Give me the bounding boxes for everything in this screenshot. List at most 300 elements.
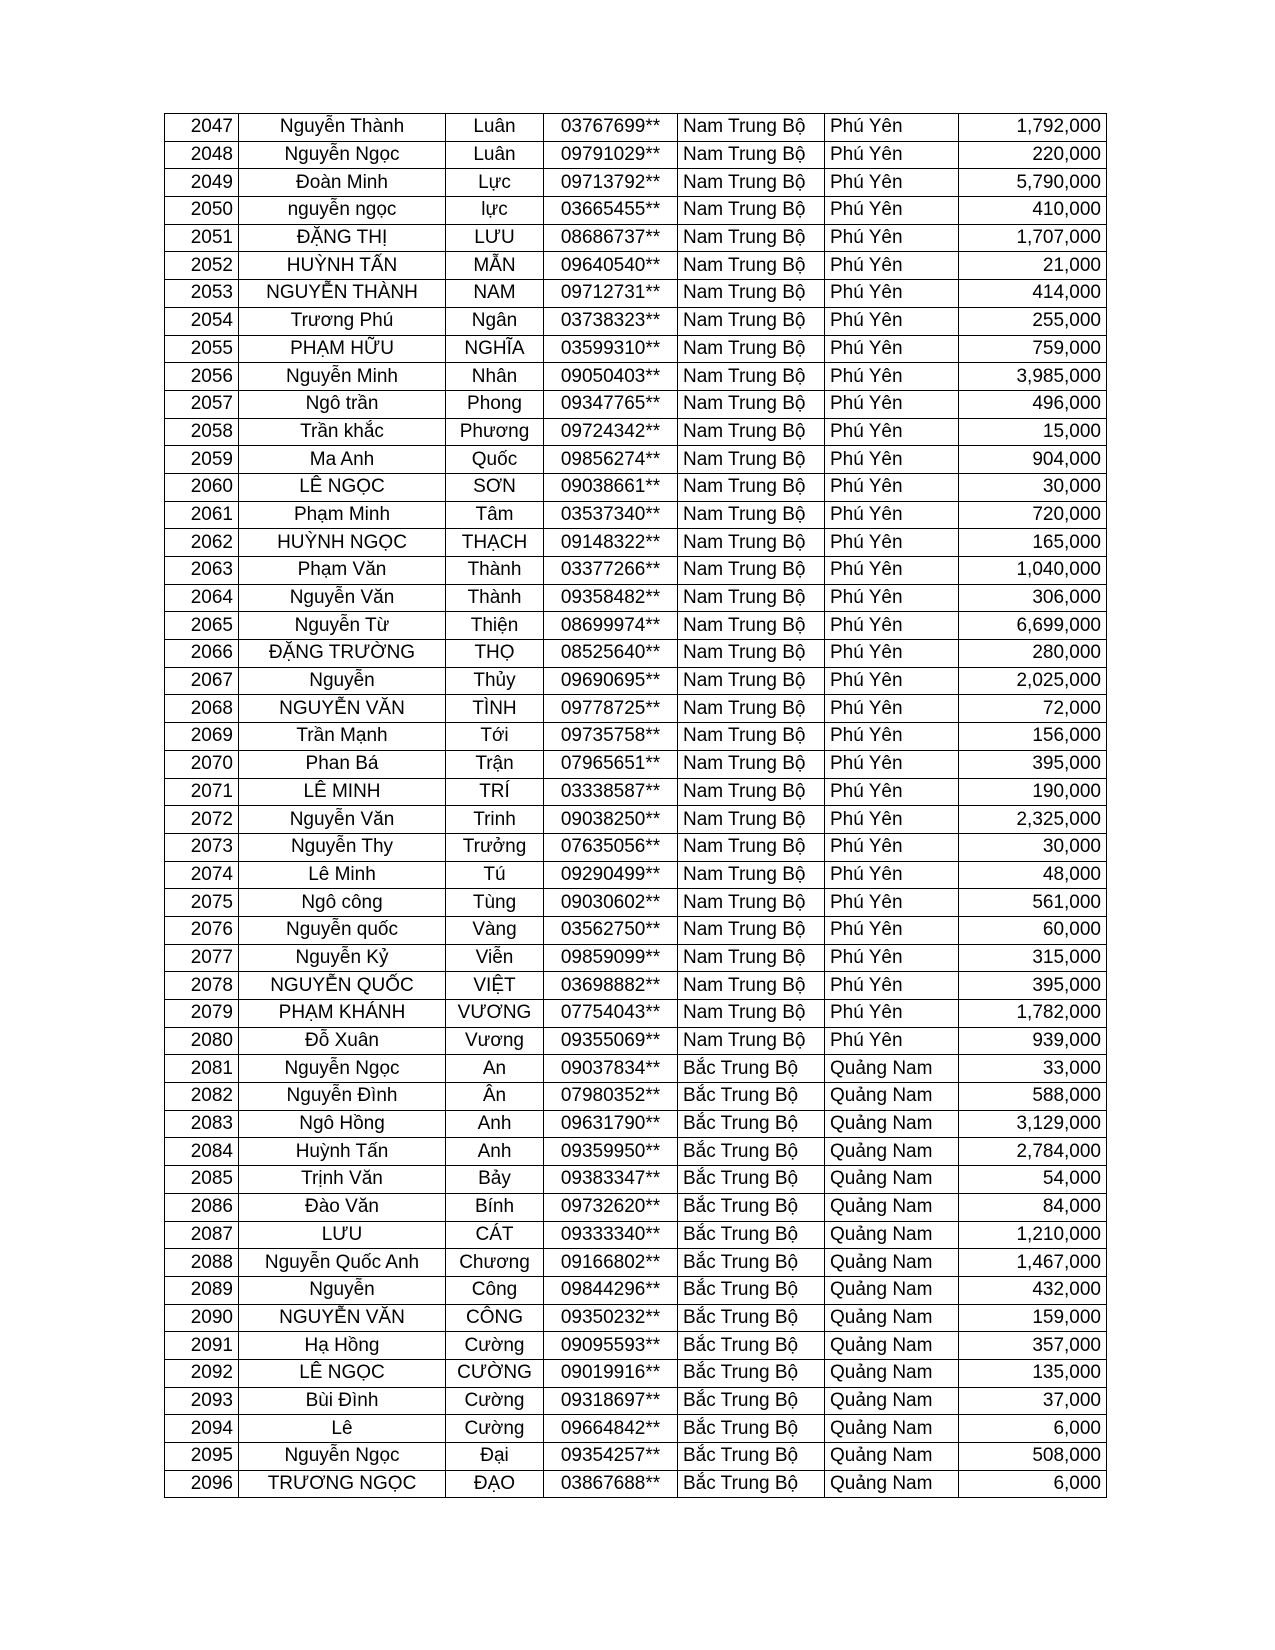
province-cell: Phú Yên xyxy=(825,557,959,585)
given-name-cell: An xyxy=(446,1055,544,1083)
province-cell: Quảng Nam xyxy=(825,1055,959,1083)
given-name-cell: Chương xyxy=(446,1249,544,1277)
province-cell: Phú Yên xyxy=(825,723,959,751)
given-name-cell: Phong xyxy=(446,390,544,418)
surname-cell: HUỲNH TẤN xyxy=(239,252,446,280)
surname-cell: Nguyễn Thành xyxy=(239,114,446,142)
surname-cell: Nguyễn Đình xyxy=(239,1083,446,1111)
amount-cell: 159,000 xyxy=(959,1304,1107,1332)
table-row xyxy=(165,1332,1107,1360)
given-name-cell: MẪN xyxy=(446,252,544,280)
table-row xyxy=(165,833,1107,861)
surname-cell: NGUYỄN VĂN xyxy=(239,695,446,723)
phone-cell: 09038661** xyxy=(544,473,678,501)
row-number: 2069 xyxy=(165,723,239,751)
region-cell: Nam Trung Bộ xyxy=(678,723,825,751)
row-number: 2065 xyxy=(165,612,239,640)
given-name-cell: Đại xyxy=(446,1443,544,1471)
amount-cell: 156,000 xyxy=(959,723,1107,751)
row-number: 2056 xyxy=(165,363,239,391)
row-number: 2067 xyxy=(165,667,239,695)
given-name-cell: NAM xyxy=(446,280,544,308)
amount-cell: 759,000 xyxy=(959,335,1107,363)
amount-cell: 1,467,000 xyxy=(959,1249,1107,1277)
province-cell: Quảng Nam xyxy=(825,1470,959,1498)
table-row xyxy=(165,972,1107,1000)
table-row xyxy=(165,335,1107,363)
province-cell: Phú Yên xyxy=(825,363,959,391)
region-cell: Bắc Trung Bộ xyxy=(678,1415,825,1443)
province-cell: Phú Yên xyxy=(825,1027,959,1055)
given-name-cell: Ân xyxy=(446,1083,544,1111)
amount-cell: 508,000 xyxy=(959,1443,1107,1471)
given-name-cell: ĐẠO xyxy=(446,1470,544,1498)
phone-cell: 09037834** xyxy=(544,1055,678,1083)
amount-cell: 1,707,000 xyxy=(959,224,1107,252)
region-cell: Nam Trung Bộ xyxy=(678,529,825,557)
table-row xyxy=(165,252,1107,280)
row-number: 2090 xyxy=(165,1304,239,1332)
table-row xyxy=(165,695,1107,723)
table-row xyxy=(165,640,1107,668)
region-cell: Nam Trung Bộ xyxy=(678,889,825,917)
row-number: 2085 xyxy=(165,1166,239,1194)
given-name-cell: Thiện xyxy=(446,612,544,640)
amount-cell: 410,000 xyxy=(959,197,1107,225)
province-cell: Quảng Nam xyxy=(825,1193,959,1221)
phone-cell: 09095593** xyxy=(544,1332,678,1360)
region-cell: Nam Trung Bộ xyxy=(678,944,825,972)
row-number: 2083 xyxy=(165,1110,239,1138)
province-cell: Phú Yên xyxy=(825,280,959,308)
row-number: 2070 xyxy=(165,750,239,778)
given-name-cell: Nhân xyxy=(446,363,544,391)
surname-cell: NGUYỄN THÀNH xyxy=(239,280,446,308)
given-name-cell: Tới xyxy=(446,723,544,751)
table-row xyxy=(165,944,1107,972)
amount-cell: 135,000 xyxy=(959,1359,1107,1387)
table-row xyxy=(165,446,1107,474)
table-row xyxy=(165,1470,1107,1498)
row-number: 2066 xyxy=(165,640,239,668)
region-cell: Nam Trung Bộ xyxy=(678,584,825,612)
phone-cell: 09859099** xyxy=(544,944,678,972)
amount-cell: 561,000 xyxy=(959,889,1107,917)
table-row xyxy=(165,114,1107,142)
province-cell: Phú Yên xyxy=(825,335,959,363)
surname-cell: Lê Minh xyxy=(239,861,446,889)
table-row xyxy=(165,1110,1107,1138)
phone-cell: 09778725** xyxy=(544,695,678,723)
surname-cell: Lê xyxy=(239,1415,446,1443)
phone-cell: 09050403** xyxy=(544,363,678,391)
province-cell: Quảng Nam xyxy=(825,1332,959,1360)
province-cell: Phú Yên xyxy=(825,307,959,335)
phone-cell: 03867688** xyxy=(544,1470,678,1498)
table-row xyxy=(165,141,1107,169)
row-number: 2071 xyxy=(165,778,239,806)
region-cell: Nam Trung Bộ xyxy=(678,667,825,695)
surname-cell: Nguyễn Văn xyxy=(239,584,446,612)
table-row xyxy=(165,1027,1107,1055)
amount-cell: 30,000 xyxy=(959,833,1107,861)
province-cell: Phú Yên xyxy=(825,778,959,806)
region-cell: Nam Trung Bộ xyxy=(678,640,825,668)
amount-cell: 588,000 xyxy=(959,1083,1107,1111)
amount-cell: 496,000 xyxy=(959,390,1107,418)
surname-cell: Nguyễn Ngọc xyxy=(239,1055,446,1083)
row-number: 2061 xyxy=(165,501,239,529)
region-cell: Bắc Trung Bộ xyxy=(678,1138,825,1166)
row-number: 2054 xyxy=(165,307,239,335)
phone-cell: 03599310** xyxy=(544,335,678,363)
row-number: 2052 xyxy=(165,252,239,280)
province-cell: Quảng Nam xyxy=(825,1359,959,1387)
region-cell: Bắc Trung Bộ xyxy=(678,1359,825,1387)
surname-cell: Trương Phú xyxy=(239,307,446,335)
phone-cell: 09038250** xyxy=(544,806,678,834)
amount-cell: 72,000 xyxy=(959,695,1107,723)
province-cell: Phú Yên xyxy=(825,1000,959,1028)
amount-cell: 904,000 xyxy=(959,446,1107,474)
given-name-cell: Lực xyxy=(446,169,544,197)
row-number: 2078 xyxy=(165,972,239,1000)
given-name-cell: CÁT xyxy=(446,1221,544,1249)
phone-cell: 09735758** xyxy=(544,723,678,751)
province-cell: Phú Yên xyxy=(825,529,959,557)
amount-cell: 6,699,000 xyxy=(959,612,1107,640)
phone-cell: 03767699** xyxy=(544,114,678,142)
amount-cell: 3,985,000 xyxy=(959,363,1107,391)
province-cell: Phú Yên xyxy=(825,501,959,529)
surname-cell: Trịnh Văn xyxy=(239,1166,446,1194)
phone-cell: 09347765** xyxy=(544,390,678,418)
amount-cell: 15,000 xyxy=(959,418,1107,446)
given-name-cell: CÔNG xyxy=(446,1304,544,1332)
phone-cell: 09844296** xyxy=(544,1276,678,1304)
region-cell: Nam Trung Bộ xyxy=(678,363,825,391)
amount-cell: 165,000 xyxy=(959,529,1107,557)
region-cell: Bắc Trung Bộ xyxy=(678,1470,825,1498)
given-name-cell: Trinh xyxy=(446,806,544,834)
phone-cell: 03562750** xyxy=(544,916,678,944)
amount-cell: 190,000 xyxy=(959,778,1107,806)
given-name-cell: Vương xyxy=(446,1027,544,1055)
province-cell: Phú Yên xyxy=(825,418,959,446)
province-cell: Quảng Nam xyxy=(825,1249,959,1277)
surname-cell: Ngô Hồng xyxy=(239,1110,446,1138)
row-number: 2081 xyxy=(165,1055,239,1083)
province-cell: Quảng Nam xyxy=(825,1415,959,1443)
given-name-cell: Công xyxy=(446,1276,544,1304)
phone-cell: 09148322** xyxy=(544,529,678,557)
phone-cell: 07980352** xyxy=(544,1083,678,1111)
surname-cell: nguyễn ngọc xyxy=(239,197,446,225)
row-number: 2059 xyxy=(165,446,239,474)
row-number: 2082 xyxy=(165,1083,239,1111)
row-number: 2096 xyxy=(165,1470,239,1498)
table-row xyxy=(165,501,1107,529)
province-cell: Quảng Nam xyxy=(825,1304,959,1332)
province-cell: Phú Yên xyxy=(825,141,959,169)
province-cell: Phú Yên xyxy=(825,861,959,889)
given-name-cell: Luân xyxy=(446,114,544,142)
surname-cell: Nguyễn quốc xyxy=(239,916,446,944)
given-name-cell: Bính xyxy=(446,1193,544,1221)
surname-cell: ĐẶNG THỊ xyxy=(239,224,446,252)
given-name-cell: Thành xyxy=(446,584,544,612)
region-cell: Nam Trung Bộ xyxy=(678,750,825,778)
region-cell: Nam Trung Bộ xyxy=(678,141,825,169)
phone-cell: 08525640** xyxy=(544,640,678,668)
phone-cell: 09359950** xyxy=(544,1138,678,1166)
province-cell: Phú Yên xyxy=(825,889,959,917)
amount-cell: 280,000 xyxy=(959,640,1107,668)
table-row xyxy=(165,1443,1107,1471)
phone-cell: 07754043** xyxy=(544,1000,678,1028)
province-cell: Quảng Nam xyxy=(825,1166,959,1194)
given-name-cell: LƯU xyxy=(446,224,544,252)
given-name-cell: Phương xyxy=(446,418,544,446)
province-cell: Phú Yên xyxy=(825,750,959,778)
given-name-cell: Bảy xyxy=(446,1166,544,1194)
phone-cell: 03338587** xyxy=(544,778,678,806)
phone-cell: 09713792** xyxy=(544,169,678,197)
amount-cell: 3,129,000 xyxy=(959,1110,1107,1138)
table-row xyxy=(165,1304,1107,1332)
surname-cell: TRƯƠNG NGỌC xyxy=(239,1470,446,1498)
row-number: 2050 xyxy=(165,197,239,225)
amount-cell: 30,000 xyxy=(959,473,1107,501)
given-name-cell: lực xyxy=(446,197,544,225)
row-number: 2062 xyxy=(165,529,239,557)
given-name-cell: Anh xyxy=(446,1138,544,1166)
row-number: 2055 xyxy=(165,335,239,363)
table-row xyxy=(165,224,1107,252)
amount-cell: 2,025,000 xyxy=(959,667,1107,695)
row-number: 2092 xyxy=(165,1359,239,1387)
row-number: 2058 xyxy=(165,418,239,446)
phone-cell: 03665455** xyxy=(544,197,678,225)
amount-cell: 1,040,000 xyxy=(959,557,1107,585)
phone-cell: 09166802** xyxy=(544,1249,678,1277)
region-cell: Bắc Trung Bộ xyxy=(678,1304,825,1332)
region-cell: Nam Trung Bộ xyxy=(678,418,825,446)
given-name-cell: VƯƠNG xyxy=(446,1000,544,1028)
row-number: 2076 xyxy=(165,916,239,944)
amount-cell: 84,000 xyxy=(959,1193,1107,1221)
region-cell: Nam Trung Bộ xyxy=(678,252,825,280)
table-row xyxy=(165,1166,1107,1194)
region-cell: Nam Trung Bộ xyxy=(678,695,825,723)
row-number: 2094 xyxy=(165,1415,239,1443)
amount-cell: 1,210,000 xyxy=(959,1221,1107,1249)
region-cell: Nam Trung Bộ xyxy=(678,557,825,585)
surname-cell: LÊ NGỌC xyxy=(239,473,446,501)
phone-cell: 09383347** xyxy=(544,1166,678,1194)
phone-cell: 09350232** xyxy=(544,1304,678,1332)
row-number: 2079 xyxy=(165,1000,239,1028)
province-cell: Phú Yên xyxy=(825,612,959,640)
surname-cell: Đào Văn xyxy=(239,1193,446,1221)
surname-cell: Nguyễn Minh xyxy=(239,363,446,391)
surname-cell: Nguyễn Ngọc xyxy=(239,141,446,169)
table-body xyxy=(165,114,1107,1498)
amount-cell: 60,000 xyxy=(959,916,1107,944)
surname-cell: Ngô trần xyxy=(239,390,446,418)
given-name-cell: VIỆT xyxy=(446,972,544,1000)
province-cell: Quảng Nam xyxy=(825,1138,959,1166)
region-cell: Nam Trung Bộ xyxy=(678,1027,825,1055)
table-row xyxy=(165,889,1107,917)
given-name-cell: Viễn xyxy=(446,944,544,972)
table-row xyxy=(165,723,1107,751)
table-row xyxy=(165,557,1107,585)
table-row xyxy=(165,1415,1107,1443)
amount-cell: 6,000 xyxy=(959,1470,1107,1498)
row-number: 2057 xyxy=(165,390,239,418)
phone-cell: 09333340** xyxy=(544,1221,678,1249)
given-name-cell: Thành xyxy=(446,557,544,585)
amount-cell: 48,000 xyxy=(959,861,1107,889)
province-cell: Quảng Nam xyxy=(825,1083,959,1111)
data-table xyxy=(164,113,1107,1498)
table-row xyxy=(165,1249,1107,1277)
region-cell: Nam Trung Bộ xyxy=(678,501,825,529)
region-cell: Bắc Trung Bộ xyxy=(678,1249,825,1277)
phone-cell: 09690695** xyxy=(544,667,678,695)
row-number: 2075 xyxy=(165,889,239,917)
region-cell: Bắc Trung Bộ xyxy=(678,1083,825,1111)
phone-cell: 09856274** xyxy=(544,446,678,474)
amount-cell: 54,000 xyxy=(959,1166,1107,1194)
phone-cell: 03377266** xyxy=(544,557,678,585)
amount-cell: 1,782,000 xyxy=(959,1000,1107,1028)
surname-cell: NGUYỄN QUỐC xyxy=(239,972,446,1000)
region-cell: Nam Trung Bộ xyxy=(678,473,825,501)
surname-cell: Đỗ Xuân xyxy=(239,1027,446,1055)
surname-cell: LÊ NGỌC xyxy=(239,1359,446,1387)
phone-cell: 09791029** xyxy=(544,141,678,169)
surname-cell: Phạm Minh xyxy=(239,501,446,529)
amount-cell: 33,000 xyxy=(959,1055,1107,1083)
region-cell: Bắc Trung Bộ xyxy=(678,1387,825,1415)
province-cell: Phú Yên xyxy=(825,114,959,142)
region-cell: Nam Trung Bộ xyxy=(678,612,825,640)
region-cell: Nam Trung Bộ xyxy=(678,861,825,889)
surname-cell: Nguyễn Kỷ xyxy=(239,944,446,972)
surname-cell: Ma Anh xyxy=(239,446,446,474)
given-name-cell: Cường xyxy=(446,1415,544,1443)
row-number: 2053 xyxy=(165,280,239,308)
surname-cell: Trần Mạnh xyxy=(239,723,446,751)
amount-cell: 357,000 xyxy=(959,1332,1107,1360)
province-cell: Quảng Nam xyxy=(825,1221,959,1249)
given-name-cell: Trận xyxy=(446,750,544,778)
amount-cell: 37,000 xyxy=(959,1387,1107,1415)
row-number: 2074 xyxy=(165,861,239,889)
table-row xyxy=(165,1276,1107,1304)
surname-cell: Phan Bá xyxy=(239,750,446,778)
given-name-cell: Tú xyxy=(446,861,544,889)
amount-cell: 720,000 xyxy=(959,501,1107,529)
province-cell: Phú Yên xyxy=(825,944,959,972)
table-row xyxy=(165,667,1107,695)
table-row xyxy=(165,1000,1107,1028)
province-cell: Phú Yên xyxy=(825,667,959,695)
region-cell: Nam Trung Bộ xyxy=(678,916,825,944)
table-row xyxy=(165,584,1107,612)
surname-cell: Nguyễn Quốc Anh xyxy=(239,1249,446,1277)
table-row xyxy=(165,363,1107,391)
row-number: 2095 xyxy=(165,1443,239,1471)
given-name-cell: THẠCH xyxy=(446,529,544,557)
region-cell: Nam Trung Bộ xyxy=(678,972,825,1000)
region-cell: Nam Trung Bộ xyxy=(678,307,825,335)
table-row xyxy=(165,1055,1107,1083)
table-row xyxy=(165,418,1107,446)
surname-cell: HUỲNH NGỌC xyxy=(239,529,446,557)
table-row xyxy=(165,750,1107,778)
given-name-cell: TÌNH xyxy=(446,695,544,723)
row-number: 2088 xyxy=(165,1249,239,1277)
region-cell: Bắc Trung Bộ xyxy=(678,1221,825,1249)
phone-cell: 03738323** xyxy=(544,307,678,335)
province-cell: Phú Yên xyxy=(825,916,959,944)
amount-cell: 5,790,000 xyxy=(959,169,1107,197)
row-number: 2089 xyxy=(165,1276,239,1304)
surname-cell: Nguyễn xyxy=(239,1276,446,1304)
table-row xyxy=(165,916,1107,944)
surname-cell: Nguyễn Từ xyxy=(239,612,446,640)
region-cell: Nam Trung Bộ xyxy=(678,1000,825,1028)
row-number: 2072 xyxy=(165,806,239,834)
table-row xyxy=(165,529,1107,557)
amount-cell: 395,000 xyxy=(959,972,1107,1000)
given-name-cell: Ngân xyxy=(446,307,544,335)
table-row xyxy=(165,280,1107,308)
phone-cell: 09019916** xyxy=(544,1359,678,1387)
given-name-cell: Cường xyxy=(446,1387,544,1415)
amount-cell: 1,792,000 xyxy=(959,114,1107,142)
phone-cell: 09290499** xyxy=(544,861,678,889)
province-cell: Phú Yên xyxy=(825,640,959,668)
table-row xyxy=(165,1221,1107,1249)
surname-cell: Phạm Văn xyxy=(239,557,446,585)
row-number: 2073 xyxy=(165,833,239,861)
province-cell: Phú Yên xyxy=(825,252,959,280)
amount-cell: 414,000 xyxy=(959,280,1107,308)
table-row xyxy=(165,1193,1107,1221)
phone-cell: 08699974** xyxy=(544,612,678,640)
amount-cell: 939,000 xyxy=(959,1027,1107,1055)
row-number: 2080 xyxy=(165,1027,239,1055)
phone-cell: 09640540** xyxy=(544,252,678,280)
region-cell: Nam Trung Bộ xyxy=(678,197,825,225)
surname-cell: Nguyễn Thy xyxy=(239,833,446,861)
phone-cell: 03698882** xyxy=(544,972,678,1000)
table-row xyxy=(165,778,1107,806)
region-cell: Bắc Trung Bộ xyxy=(678,1110,825,1138)
row-number: 2086 xyxy=(165,1193,239,1221)
region-cell: Nam Trung Bộ xyxy=(678,169,825,197)
province-cell: Phú Yên xyxy=(825,806,959,834)
province-cell: Phú Yên xyxy=(825,390,959,418)
given-name-cell: Anh xyxy=(446,1110,544,1138)
region-cell: Bắc Trung Bộ xyxy=(678,1166,825,1194)
region-cell: Bắc Trung Bộ xyxy=(678,1332,825,1360)
region-cell: Bắc Trung Bộ xyxy=(678,1443,825,1471)
